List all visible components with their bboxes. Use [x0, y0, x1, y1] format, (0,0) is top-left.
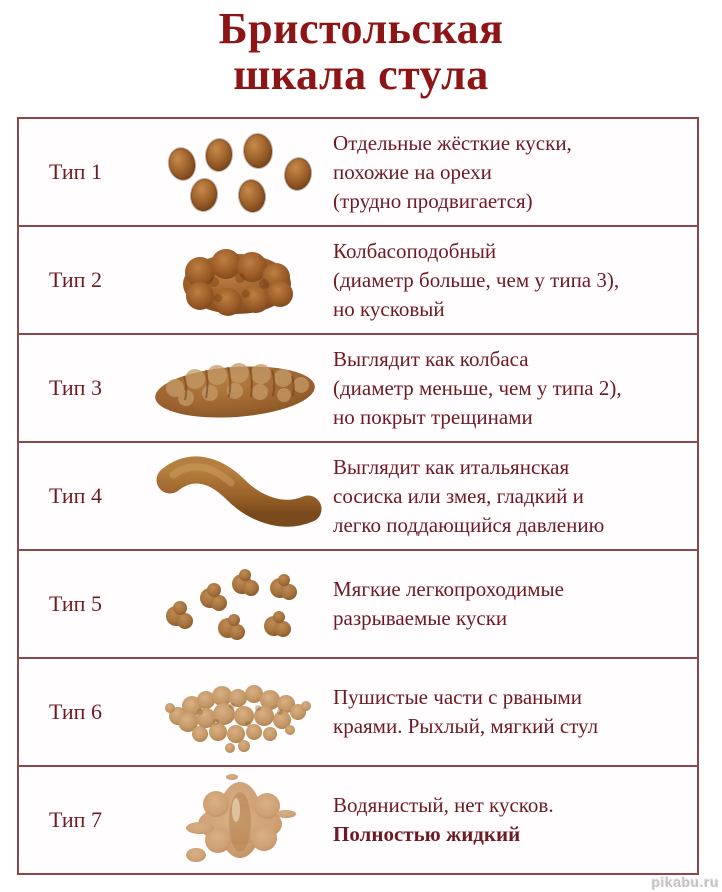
type-6-illustration	[137, 664, 333, 760]
type-4-description	[333, 453, 697, 540]
type-6-label: Тип 6	[49, 699, 102, 724]
table-row-type-4	[19, 443, 697, 551]
page-title	[0, 6, 722, 98]
type-5-illustration	[137, 556, 333, 652]
type-5-label: Тип 5	[49, 591, 102, 616]
description-line: Выглядит как колбаса	[333, 346, 529, 371]
type-4-label: Тип 4	[49, 483, 102, 508]
type-1-illustration	[137, 124, 333, 220]
description-line: Отдельные жёсткие куски,	[333, 130, 572, 155]
description-line: сосиска или змея, гладкий и	[333, 483, 584, 508]
table-row-type-1	[19, 119, 697, 227]
description-line: Выглядит как итальянская	[333, 454, 570, 479]
bristol-scale-table	[17, 117, 699, 875]
description-line: похожие на орехи	[333, 159, 492, 184]
type-7-illustration	[137, 770, 333, 870]
type-7-description	[333, 791, 697, 849]
page-title-line2: шкала стула	[233, 50, 489, 99]
fluffy-pieces-image	[140, 664, 330, 760]
description-line: Водянистый, нет кусков.	[333, 793, 554, 817]
type-6-description	[333, 683, 697, 741]
smooth-snake-image	[140, 448, 330, 544]
table-row-type-7	[19, 767, 697, 873]
table-row-type-3	[19, 335, 697, 443]
description-line: Колбасоподобный	[333, 238, 497, 263]
watermark: pikabu.ru	[651, 874, 719, 890]
type-3-illustration	[137, 340, 333, 436]
description-line: разрываемые куски	[333, 606, 508, 630]
description-line-bold: Полностью жидкий	[333, 822, 521, 846]
separate-hard-lumps-image	[140, 124, 330, 220]
type-4-illustration	[137, 448, 333, 544]
type-2-illustration	[137, 232, 333, 328]
type-3-label: Тип 3	[49, 375, 102, 400]
lumpy-sausage-image	[140, 232, 330, 328]
description-line: (диаметр меньше, чем у типа 2),	[333, 375, 622, 400]
type-5-description	[333, 575, 697, 633]
type-3-description	[333, 345, 697, 432]
type-2-label: Тип 2	[49, 267, 102, 292]
type-1-description	[333, 129, 697, 216]
type-1-label: Тип 1	[49, 159, 102, 184]
description-line: легко поддающийся давлению	[333, 512, 605, 537]
description-line: краями. Рыхлый, мягкий стул	[333, 714, 599, 738]
table-row-type-5	[19, 551, 697, 659]
watery-splash-image	[140, 770, 330, 870]
description-line: Мягкие легкопроходимые	[333, 577, 564, 601]
table-row-type-6	[19, 659, 697, 767]
cracked-sausage-image	[140, 340, 330, 436]
soft-blobs-image	[140, 556, 330, 652]
description-line: (диаметр больше, чем у типа 3),	[333, 267, 620, 292]
page-title-line1: Бристольская	[218, 4, 504, 53]
description-line: но кусковый	[333, 296, 445, 321]
description-line: (трудно продвигается)	[333, 188, 533, 213]
type-7-label: Тип 7	[49, 807, 102, 832]
description-line: Пушистые части с рваными	[333, 685, 583, 709]
type-2-description	[333, 237, 697, 324]
description-line: но покрыт трещинами	[333, 404, 533, 429]
table-row-type-2	[19, 227, 697, 335]
